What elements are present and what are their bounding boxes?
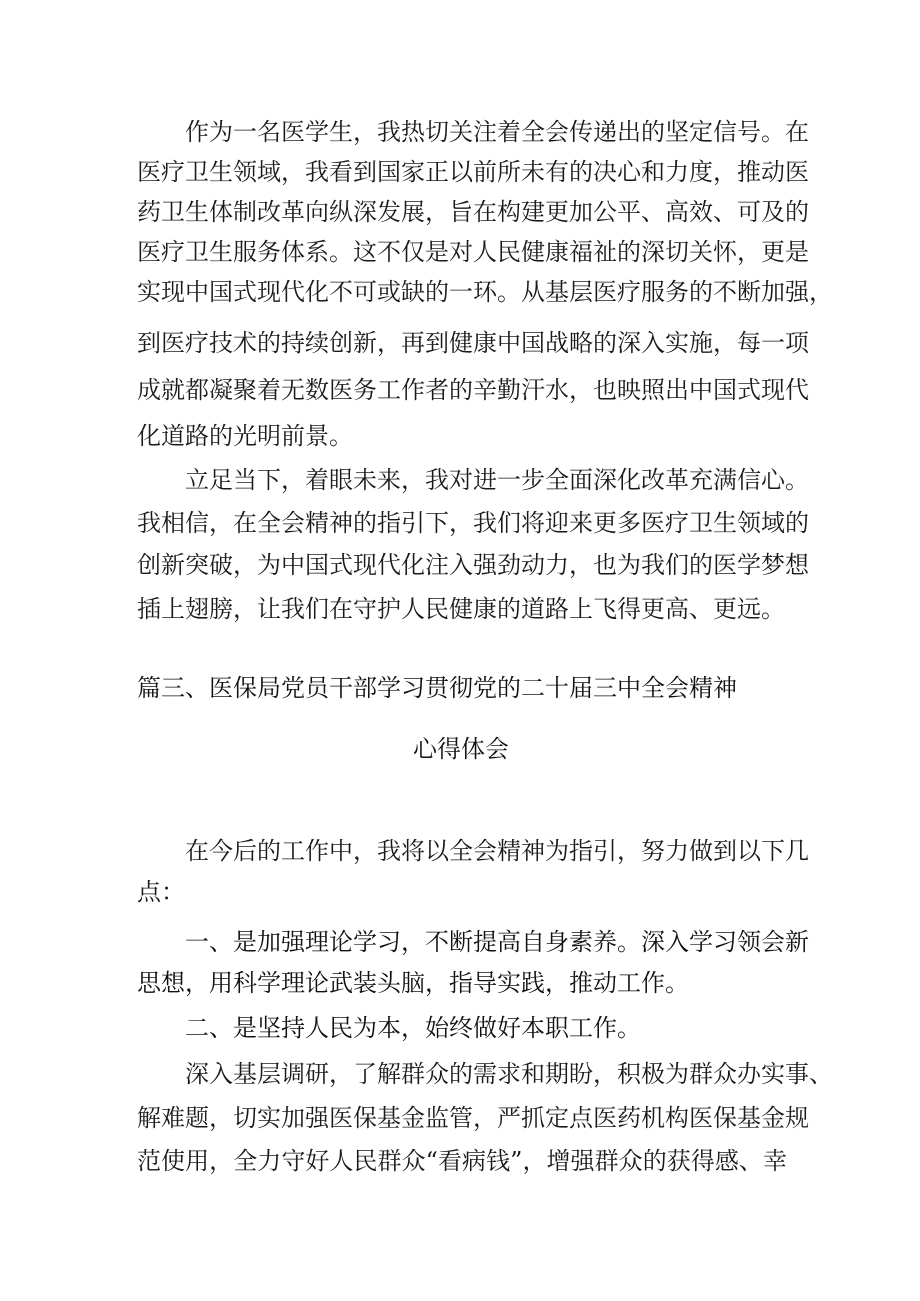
paragraph-4-line: 解难题，切实加强医保基金监管，严抓定点医药机构医保基金规: [137, 1104, 809, 1132]
point-1-line: 一、是加强理论学习，不断提高自身素养。深入学习领会新: [185, 928, 809, 956]
paragraph-1-line: 医疗卫生服务体系。这不仅是对人民健康福祉的深切关怀，更是: [137, 238, 809, 266]
paragraph-1-line: 化道路的光明前景。: [137, 422, 353, 450]
paragraph-2-line: 我相信，在全会精神的指引下，我们将迎来更多医疗卫生领域的: [137, 509, 809, 537]
point-1-line: 思想，用科学理论武装头脑，指导实践，推动工作。: [137, 969, 689, 997]
section-heading-line-2: 心得体会: [413, 735, 509, 763]
paragraph-1-line: 到医疗技术的持续创新，再到健康中国战略的深入实施，每一项: [137, 329, 809, 357]
paragraph-1-line: 成就都凝聚着无数医务工作者的辛勤汗水，也映照出中国式现代: [137, 376, 809, 404]
paragraph-1-line: 医疗卫生领域，我看到国家正以前所未有的决心和力度，推动医: [137, 158, 809, 186]
paragraph-2-line: 创新突破，为中国式现代化注入强劲动力，也为我们的医学梦想: [137, 551, 809, 579]
paragraph-3-line: 点：: [137, 878, 185, 906]
section-heading-line-1: 篇三、医保局党员干部学习贯彻党的二十届三中全会精神: [137, 674, 737, 702]
paragraph-1-line: 作为一名医学生，我热切关注着全会传递出的坚定信号。在: [185, 118, 809, 146]
paragraph-3-line: 在今后的工作中，我将以全会精神为指引，努力做到以下几: [185, 837, 809, 865]
paragraph-4-line: 范使用，全力守好人民群众“看病钱”，增强群众的获得感、幸: [137, 1147, 787, 1175]
point-2-line: 二、是坚持人民为本，始终做好本职工作。: [185, 1014, 641, 1042]
paragraph-4-line: 深入基层调研，了解群众的需求和期盼，积极为群众办实事、: [185, 1060, 833, 1088]
paragraph-2-line: 插上翅膀，让我们在守护人民健康的道路上飞得更高、更远。: [137, 595, 785, 623]
paragraph-2-line: 立足当下，着眼未来，我对进一步全面深化改革充满信心。: [185, 466, 809, 494]
paragraph-1-line: 实现中国式现代化不可或缺的一环。从基层医疗服务的不断加强，: [137, 278, 833, 306]
paragraph-1-line: 药卫生体制改革向纵深发展，旨在构建更加公平、高效、可及的: [137, 198, 809, 226]
